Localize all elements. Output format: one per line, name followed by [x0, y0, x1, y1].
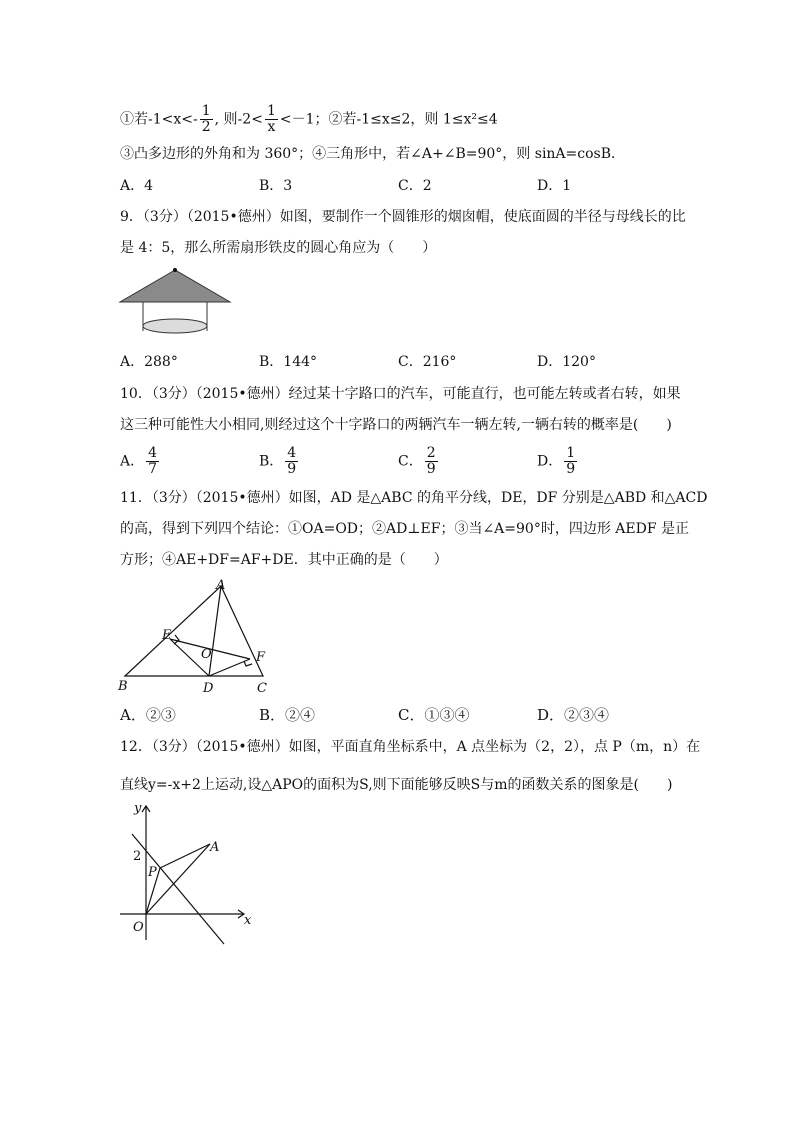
q10-d-den: 9: [566, 461, 576, 477]
q10-option-d-fraction: [564, 446, 577, 477]
q10-b-num: 4: [287, 445, 297, 461]
q9-option-c[interactable]: C．216°: [398, 354, 457, 370]
q11-option-a[interactable]: A．②③: [120, 706, 176, 724]
label-o: O: [133, 920, 144, 935]
q10-option-d[interactable]: [537, 446, 579, 477]
q9-option-a[interactable]: A．288°: [120, 354, 178, 370]
q10-c-num: 2: [426, 445, 436, 461]
q11-option-d[interactable]: D．②③④: [537, 706, 610, 724]
q8-stmt1-text-b: , 则-2<: [214, 111, 263, 128]
q10-stem-line2: 这三种可能性大小相同,则经过这个十字路口的两辆汽车一辆左转,一辆右转的概率是( ): [120, 417, 672, 433]
q8-stmt1-text-a: ①若-1<x<-: [120, 111, 198, 128]
q9-cone-figure: [118, 265, 233, 345]
q8-frac1-den: 2: [201, 119, 211, 135]
label-y: y: [134, 801, 142, 816]
q10-option-b[interactable]: [259, 446, 300, 477]
q10-option-a-label: A．: [120, 453, 145, 470]
q8-frac1-num: 1: [201, 103, 211, 119]
q10-option-c-fraction: [425, 446, 438, 477]
right-angle-mark-e: [174, 635, 179, 644]
q10-option-a-fraction: [146, 446, 159, 477]
q11-stem-line2: 的高，得到下列四个结论：①OA=OD；②AD⊥EF；③当∠A=90°时，四边形 AEDF 是正: [120, 521, 690, 537]
label-p: P: [148, 865, 157, 880]
q8-statement-3-4: ③凸多边形的外角和为 360°；④三角形中，若∠A+∠B=90°，则 sinA=cosB．: [120, 146, 626, 162]
q11-stem-line1: 11．（3分）（2015•德州）如图，AD 是△ABC 的角平分线，DE，DF 分别是△ABD 和△ACD: [120, 490, 708, 506]
q11-triangle-figure: [115, 578, 275, 696]
q11-option-c[interactable]: C．①③④: [398, 706, 470, 724]
right-angle-mark-f: [244, 661, 252, 666]
q8-option-c[interactable]: C．2: [398, 178, 432, 194]
label-x: x: [244, 913, 252, 928]
label-e: E: [162, 628, 172, 643]
label-b: B: [118, 679, 128, 694]
q8-frac2-num: 1: [266, 103, 276, 119]
q10-a-den: 7: [148, 461, 158, 477]
q10-option-b-label: B．: [259, 453, 284, 470]
q8-stmt1-text-c: <－1；②若-1≤x≤2，则 1≤x²≤4: [279, 111, 498, 128]
q10-option-b-fraction: [285, 446, 298, 477]
label-d: D: [203, 681, 214, 696]
q10-option-c-label: C．: [398, 453, 423, 470]
q10-c-den: 9: [426, 461, 436, 477]
q10-option-d-label: D．: [537, 453, 563, 470]
label-f: F: [256, 650, 266, 665]
q11-option-b[interactable]: B．②④: [259, 706, 316, 724]
q9-stem-line1: 9．（3分）（2015•德州）如图，要制作一个圆锥形的烟囱帽，使底面圆的半径与母线长的比: [120, 209, 686, 225]
label-a: A: [210, 840, 220, 855]
segment-ad: [209, 586, 221, 676]
q12-coordinate-figure: [120, 800, 270, 950]
label-two: 2: [133, 849, 142, 864]
q10-d-num: 1: [566, 445, 576, 461]
q12-stem-line2: 直线y=-x+2上运动,设△APO的面积为S,则下面能够反映S与m的函数关系的图象是( ): [120, 777, 673, 793]
q9-stem-line2: 是 4：5，那么所需扇形铁皮的圆心角应为（ ）: [120, 240, 437, 256]
cone-apex-dot: [173, 268, 177, 272]
q10-option-c[interactable]: [398, 446, 440, 477]
q8-frac2-den: x: [267, 119, 276, 135]
q8-option-a[interactable]: A．4: [120, 178, 154, 194]
q9-option-b[interactable]: B．144°: [259, 354, 318, 370]
label-o: O: [201, 647, 212, 662]
q8-option-d[interactable]: D．1: [537, 178, 572, 194]
chimney-base-ellipse: [143, 319, 207, 333]
label-a: A: [216, 578, 226, 593]
cone-surface-shape: [120, 270, 230, 302]
label-c: C: [257, 681, 267, 696]
q10-stem-line1: 10．（3分）（2015•德州）经过某十字路口的汽车，可能直行，也可能左转或者右转，如果: [120, 386, 681, 402]
q12-stem-line1: 12．（3分）（2015•德州）如图，平面直角坐标系中，A 点坐标为（2，2），点 P（m，n）在: [120, 739, 701, 755]
q8-statement-1-2: [120, 104, 498, 135]
segment-pa: [160, 844, 210, 868]
q10-option-a[interactable]: [120, 446, 161, 477]
q10-b-den: 9: [287, 461, 297, 477]
q9-option-d[interactable]: D．120°: [537, 354, 596, 370]
q8-fraction-one-over-x: [265, 104, 278, 135]
q11-stem-line3: 方形；④AE+DF=AF+DE．其中正确的是（ ）: [120, 552, 448, 568]
q8-fraction-half: [200, 104, 213, 135]
q8-option-b[interactable]: B．3: [259, 178, 293, 194]
q10-a-num: 4: [148, 445, 158, 461]
